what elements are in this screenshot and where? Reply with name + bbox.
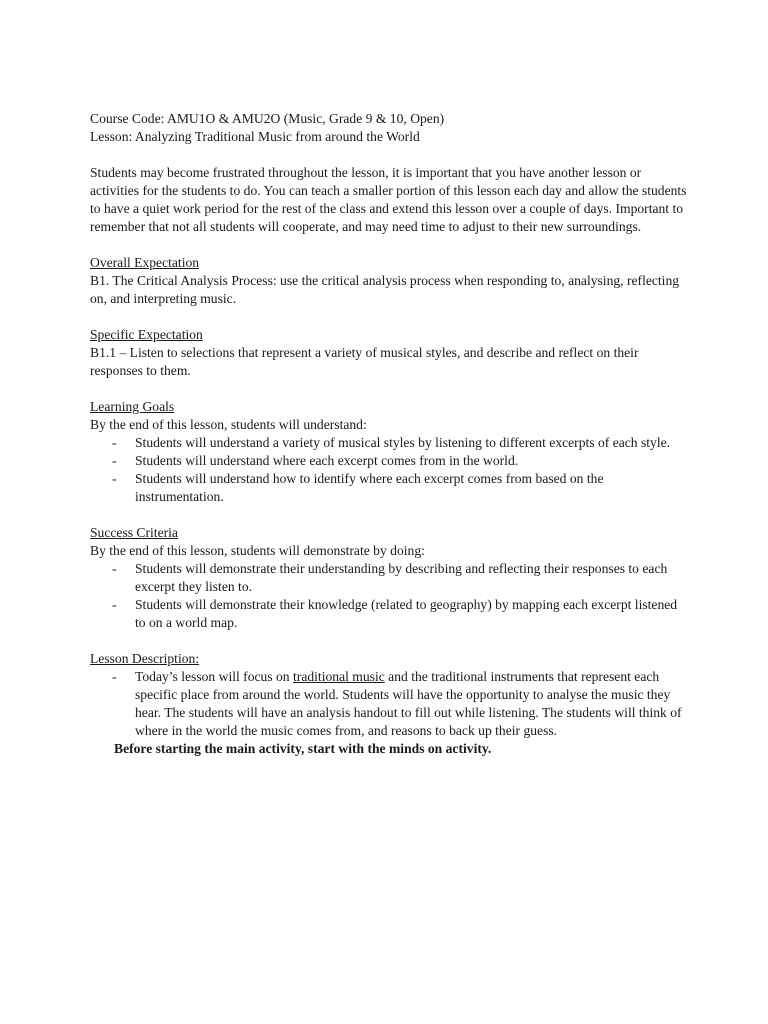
spacer xyxy=(90,308,690,326)
spacer xyxy=(90,632,690,650)
specific-expectation-heading: Specific Expectation xyxy=(90,327,203,342)
list-item: - Students will understand where each excerpt comes from in the world. xyxy=(135,452,690,470)
traditional-music-link[interactable]: traditional music xyxy=(293,669,385,684)
document-page xyxy=(90,110,690,758)
success-criteria-list xyxy=(90,560,690,632)
minds-on-note: Before starting the main activity, start with the minds on activity. xyxy=(114,741,492,756)
lesson-description-list xyxy=(90,668,690,740)
lesson-description-rest: and the traditional instruments that represent each specific place from around the world. Students will have the opportunity to analyse the music they hear. The students will have an analysis handout to fill out while listening. The students will think of where in the world the music comes from, and reasons to back up their guess. xyxy=(135,669,682,738)
spacer xyxy=(90,236,690,254)
intro-paragraph: Students may become frustrated throughout the lesson, it is important that you have another lesson or activities for the students to do. You can teach a smaller portion of this lesson each day and allow the students to have a quiet work period for the rest of the class and extend this lesson over a couple of days. Important to remember that not all students will cooperate, and may need time to adjust to their new surroundings. xyxy=(90,165,687,234)
spacer xyxy=(90,380,690,398)
list-item: - Students will understand how to identify where each excerpt comes from based on the instrumentation. xyxy=(135,470,690,506)
overall-expectation-heading: Overall Expectation xyxy=(90,255,200,270)
list-item: - Students will demonstrate their understanding by describing and reflecting their responses to each excerpt they listen to. xyxy=(135,560,690,596)
lesson-description-heading: Lesson Description: xyxy=(90,651,200,666)
spacer xyxy=(90,506,690,524)
course-code: Course Code: AMU1O & AMU2O (Music, Grade 9 & 10, Open) xyxy=(90,111,445,126)
lesson-description-prefix: Today’s lesson will focus on xyxy=(135,669,294,684)
list-item xyxy=(135,668,690,740)
list-item: - Students will understand a variety of musical styles by listening to different excerpts of each style. xyxy=(135,434,690,452)
learning-goals-heading: Learning Goals xyxy=(90,399,175,414)
learning-goals-lead: By the end of this lesson, students will understand: xyxy=(90,417,367,432)
spacer xyxy=(90,146,690,164)
overall-expectation-text: B1. The Critical Analysis Process: use the critical analysis process when responding to, analysing, reflecting on, and interpreting music. xyxy=(90,273,680,306)
specific-expectation-text: B1.1 – Listen to selections that represent a variety of musical styles, and describe and reflect on their responses to them. xyxy=(90,345,639,378)
success-criteria-heading: Success Criteria xyxy=(90,525,178,540)
list-item: - Students will demonstrate their knowledge (related to geography) by mapping each excerpt listened to on a world map. xyxy=(135,596,690,632)
lesson-title: Lesson: Analyzing Traditional Music from around the World xyxy=(90,129,420,144)
success-criteria-lead: By the end of this lesson, students will demonstrate by doing: xyxy=(90,543,425,558)
learning-goals-list xyxy=(90,434,690,506)
